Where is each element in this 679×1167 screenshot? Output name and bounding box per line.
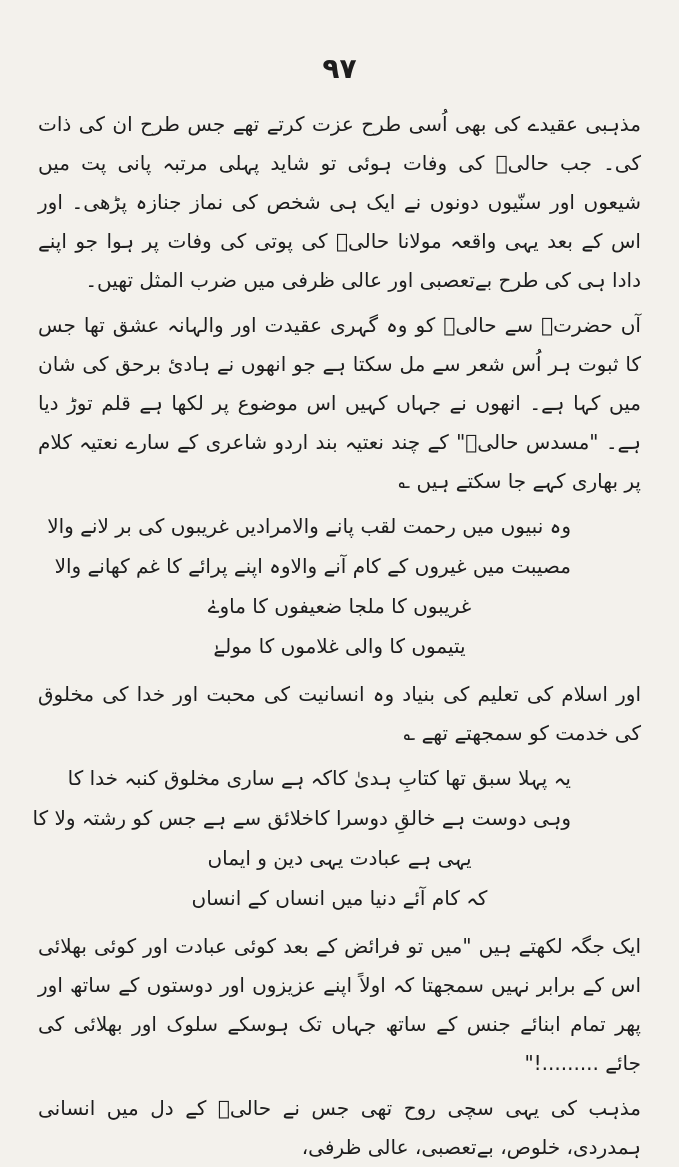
verse-half: مرادیں غریبوں کی بر لانے والا xyxy=(47,514,293,538)
paragraph-5: مذہب کی یہی سچی روح تھی جس نے حالیؔ کے دل میں انسانی ہمدردی، خلوص، بےتعصبی، عالی ظرفی، xyxy=(38,1096,641,1159)
verse-centered-line: یہی ہے عبادت یہی دین و ایماں xyxy=(207,846,472,870)
verse-half: وہی دوست ہے خالقِ دوسرا کا xyxy=(314,806,571,830)
verse-centered-line: کہ کام آئے دنیا میں انساں کے انساں xyxy=(191,886,488,910)
page-number: ۹۷ xyxy=(322,52,357,85)
couplet xyxy=(38,507,641,545)
verse-half: وہ نبیوں میں رحمت لقب پانے والا xyxy=(292,514,571,538)
paragraph-1: مذہبی عقیدے کی بھی اُسی طرح عزت کرتے تھے جس طرح ان کی ذات کی۔ جب حالیؔ کی وفات ہوئی تو شاید پہلی مرتبہ پانی پت میں شیعوں اور سنّیوں دونوں نے ایک ہی شخص کی نماز جنازہ پڑھی۔ اور اس کے بعد یہی واقعہ مولانا حالیؔ کی پوتی کی وفات پر ہوا جو اپنے دادا ہی کی طرح بےتعصبی اور عالی ظرفی میں ضرب المثل تھیں۔ xyxy=(38,112,641,292)
verse-centered-line: غریبوں کا ملجا ضعیفوں کا ماوےٰ xyxy=(207,594,472,618)
verse-half: وہ اپنے پرائے کا غم کھانے والا xyxy=(54,554,291,578)
verse-block-1 xyxy=(38,507,641,665)
verse-half: مصیبت میں غیروں کے کام آنے والا xyxy=(290,554,571,578)
verse-half: یہ پہلا سبق تھا کتابِ ہدیٰ کا xyxy=(332,766,571,790)
couplet xyxy=(38,759,641,797)
verse-block-2 xyxy=(32,759,641,917)
couplet xyxy=(38,547,641,585)
verse-centered-line: یتیموں کا والی غلاموں کا مولےٰ xyxy=(213,634,466,658)
verse-half: خلائق سے ہے جس کو رشتہ ولا کا xyxy=(32,806,314,830)
paragraph-3: اور اسلام کی تعلیم کی بنیاد وہ انسانیت کی محبت اور خدا کی مخلوق کی خدمت کو سمجھتے تھے ؎ xyxy=(38,682,641,745)
verse-half: کہ ہے ساری مخلوق کنبہ خدا کا xyxy=(67,766,333,790)
paragraph-4: ایک جگہ لکھتے ہیں "میں تو فرائض کے بعد کوئی عبادت اور کوئی بھلائی اس کے برابر نہیں سمجھتا کہ اولاً اپنے عزیزوں اور دوستوں کے ساتھ اور پھر تمام ابنائے جنس کے ساتھ جہاں تک ہوسکے سلوک اور بھلائی کی جائے .........!" xyxy=(38,934,641,1075)
couplet xyxy=(32,799,641,837)
paragraph-2: آں حضرتؐ سے حالیؔ کو وہ گہری عقیدت اور والہانہ عشق تھا جس کا ثبوت ہر اُس شعر سے مل سکتا ہے جو انھوں نے ہادیٔ برحق کی شان میں کہا ہے۔ انھوں نے جہاں کہیں اس موضوع پر لکھا ہے قلم توڑ دیا ہے۔ "مسدس حالیؔ" کے چند نعتیہ بند اردو شاعری کے سارے نعتیہ کلام پر بھاری کہے جا سکتے ہیں ؎ xyxy=(38,313,641,493)
